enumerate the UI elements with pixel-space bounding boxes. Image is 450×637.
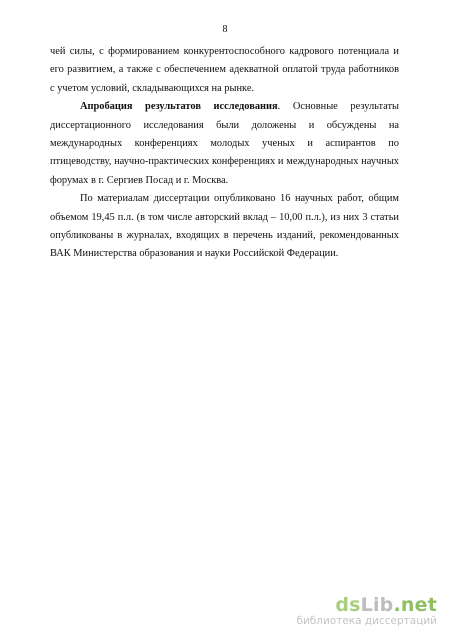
dslib-logo: dsLib.net — [335, 594, 437, 616]
dslib-watermark — [296, 595, 437, 627]
paragraph-publications: По материалам диссертации опубликовано 16 научных работ, общим объемом 19,45 п.л. (в том числе авторский вклад – 10,00 п.л.), из них 3 статьи опубликованы в журналах, входящих в перечень изданий, рекомендованных ВАК Министерства образования и науки Российской Федерации. — [50, 193, 399, 260]
dslib-subtitle: библиотека диссертаций — [296, 615, 437, 627]
document-body — [50, 43, 399, 264]
paragraph-approbation — [50, 98, 399, 190]
approbation-heading: Апробация результатов исследования — [80, 101, 278, 113]
approbation-text: . Основные результаты диссертационного исследования были доложены и обсуждены на международных конференциях молодых ученых и аспирантов по птицеводству, научно-практических конференциях и международных научных форумах в г. Сергиев Посад и г. Москва. — [50, 101, 400, 186]
paragraph-continuation: чей силы, с формированием конкурентоспособного кадрового потенциала и его развитием, а также с обеспечением адекватной оплатой труда работников с учетом условий, складывающихся на рынке. — [50, 46, 399, 94]
page-number: 8 — [222, 24, 228, 35]
